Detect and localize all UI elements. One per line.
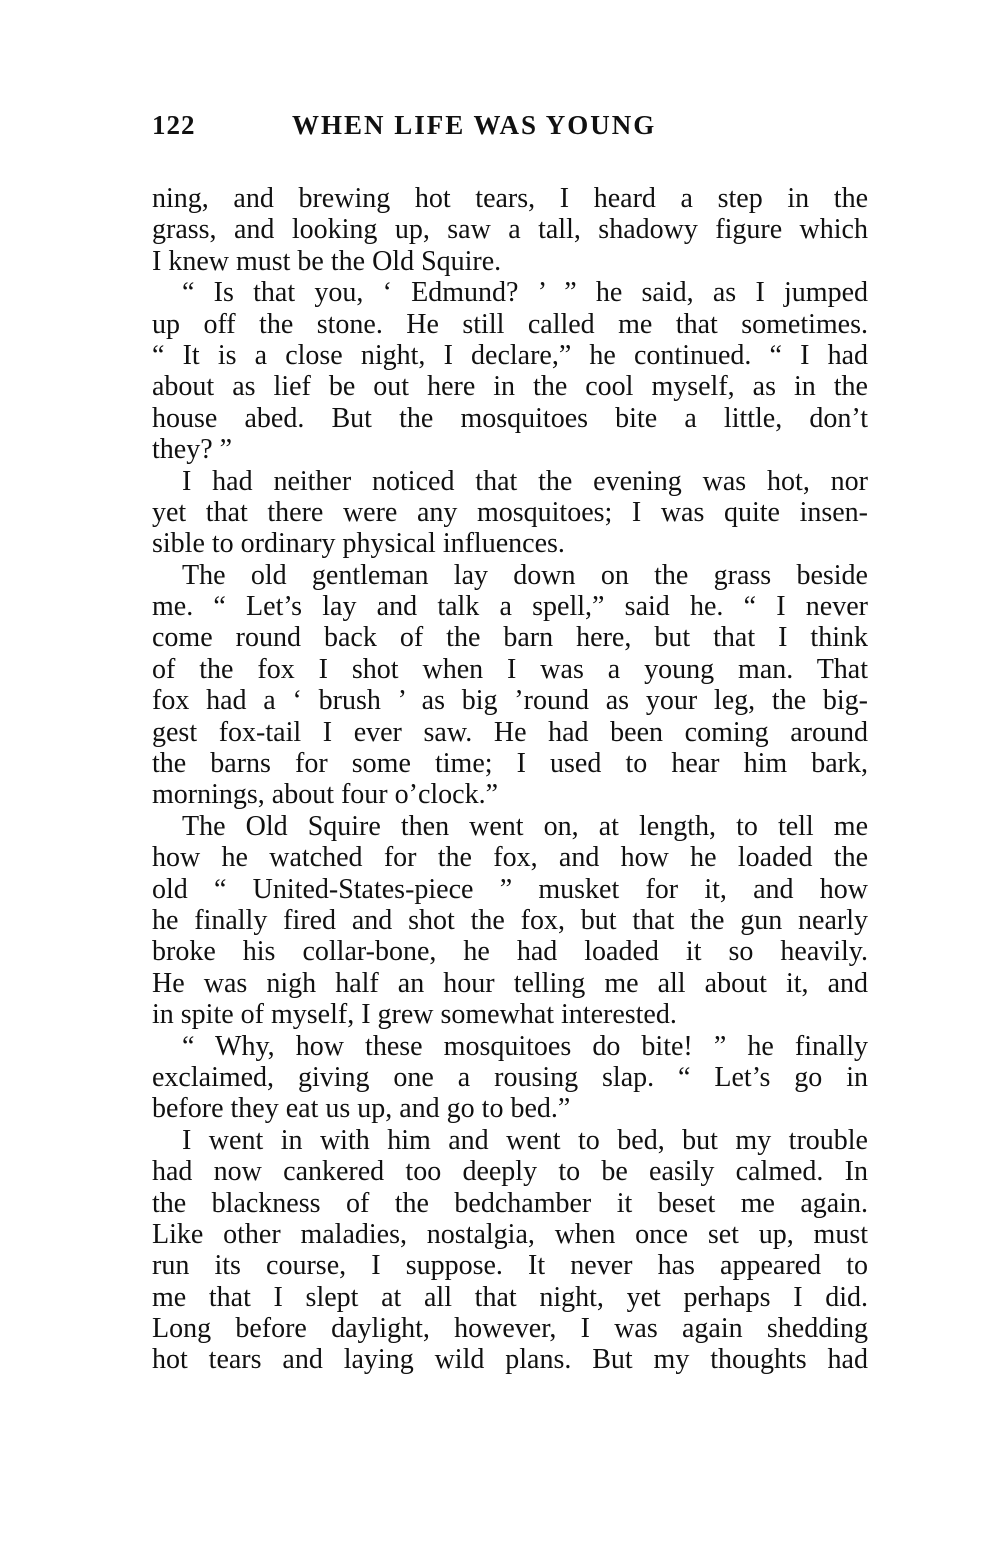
- page-number: 122: [152, 110, 196, 140]
- text-line: “ Why, how these mosquitoes do bite! ” he finally: [182, 1030, 868, 1062]
- text-line: the blackness of the bedchamber it beset me again.: [152, 1187, 868, 1219]
- text-line: I had neither noticed that the evening was hot, nor: [182, 465, 868, 497]
- text-line: The Old Squire then went on, at length, to tell me: [182, 810, 868, 842]
- text-line: old “ United-States-piece ” musket for it, and how: [152, 873, 868, 905]
- text-line: they? ”: [152, 434, 233, 466]
- text-line: fox had a ‘ brush ’ as big ’round as your leg, the big-: [152, 685, 868, 717]
- text-line: mornings, about four o’clock.”: [152, 779, 499, 811]
- text-line: “ Is that you, ‘ Edmund? ’ ” he said, as I jumped: [182, 277, 868, 309]
- text-line: run its course, I suppose. It never has appeared to: [152, 1250, 868, 1282]
- body-text: [152, 183, 868, 1376]
- text-line: The old gentleman lay down on the grass beside: [182, 559, 868, 591]
- text-line: gest fox-tail I ever saw. He had been coming around: [152, 716, 868, 748]
- text-line: up off the stone. He still called me that sometimes.: [152, 308, 868, 340]
- text-line: yet that there were any mosquitoes; I was quite insen-: [152, 496, 868, 528]
- text-line: had now cankered too deeply to be easily calmed. In: [152, 1156, 868, 1188]
- text-line: of the fox I shot when I was a young man. That: [152, 653, 868, 685]
- text-line: he finally fired and shot the fox, but that the gun nearly: [152, 904, 868, 936]
- text-line: the barns for some time; I used to hear him bark,: [152, 748, 868, 780]
- text-line: house abed. But the mosquitoes bite a little, don’t: [152, 402, 868, 434]
- text-line: come round back of the barn here, but that I think: [152, 622, 868, 654]
- text-line: about as lief be out here in the cool myself, as in the: [152, 371, 868, 403]
- text-line: Long before daylight, however, I was again shedding: [152, 1313, 868, 1345]
- text-line: ning, and brewing hot tears, I heard a step in the: [152, 183, 868, 214]
- text-line: hot tears and laying wild plans. But my thoughts had: [152, 1344, 868, 1376]
- text-line: I knew must be the Old Squire.: [152, 245, 502, 277]
- text-line: “ It is a close night, I declare,” he continued. “ I had: [152, 339, 868, 371]
- text-line: sible to ordinary physical influences.: [152, 528, 565, 560]
- text-line: Like other maladies, nostalgia, when once set up, must: [152, 1218, 868, 1250]
- text-line: me that I slept at all that night, yet perhaps I did.: [152, 1281, 868, 1313]
- text-line: broke his collar-bone, he had loaded it so heavily.: [152, 936, 868, 968]
- text-line: exclaimed, giving one a rousing slap. “ Let’s go in: [152, 1061, 868, 1093]
- running-head: WHEN LIFE WAS YOUNG: [292, 110, 657, 140]
- text-line: in spite of myself, I grew somewhat interested.: [152, 999, 677, 1031]
- text-line: how he watched for the fox, and how he loaded the: [152, 842, 868, 874]
- text-line: I went in with him and went to bed, but my trouble: [182, 1124, 868, 1156]
- text-line: grass, and looking up, saw a tall, shadowy figure which: [152, 214, 868, 246]
- text-line: before they eat us up, and go to bed.”: [152, 1093, 571, 1125]
- page-header: [152, 110, 868, 150]
- text-line: He was nigh half an hour telling me all about it, and: [152, 967, 868, 999]
- text-line: me. “ Let’s lay and talk a spell,” said he. “ I never: [152, 591, 868, 623]
